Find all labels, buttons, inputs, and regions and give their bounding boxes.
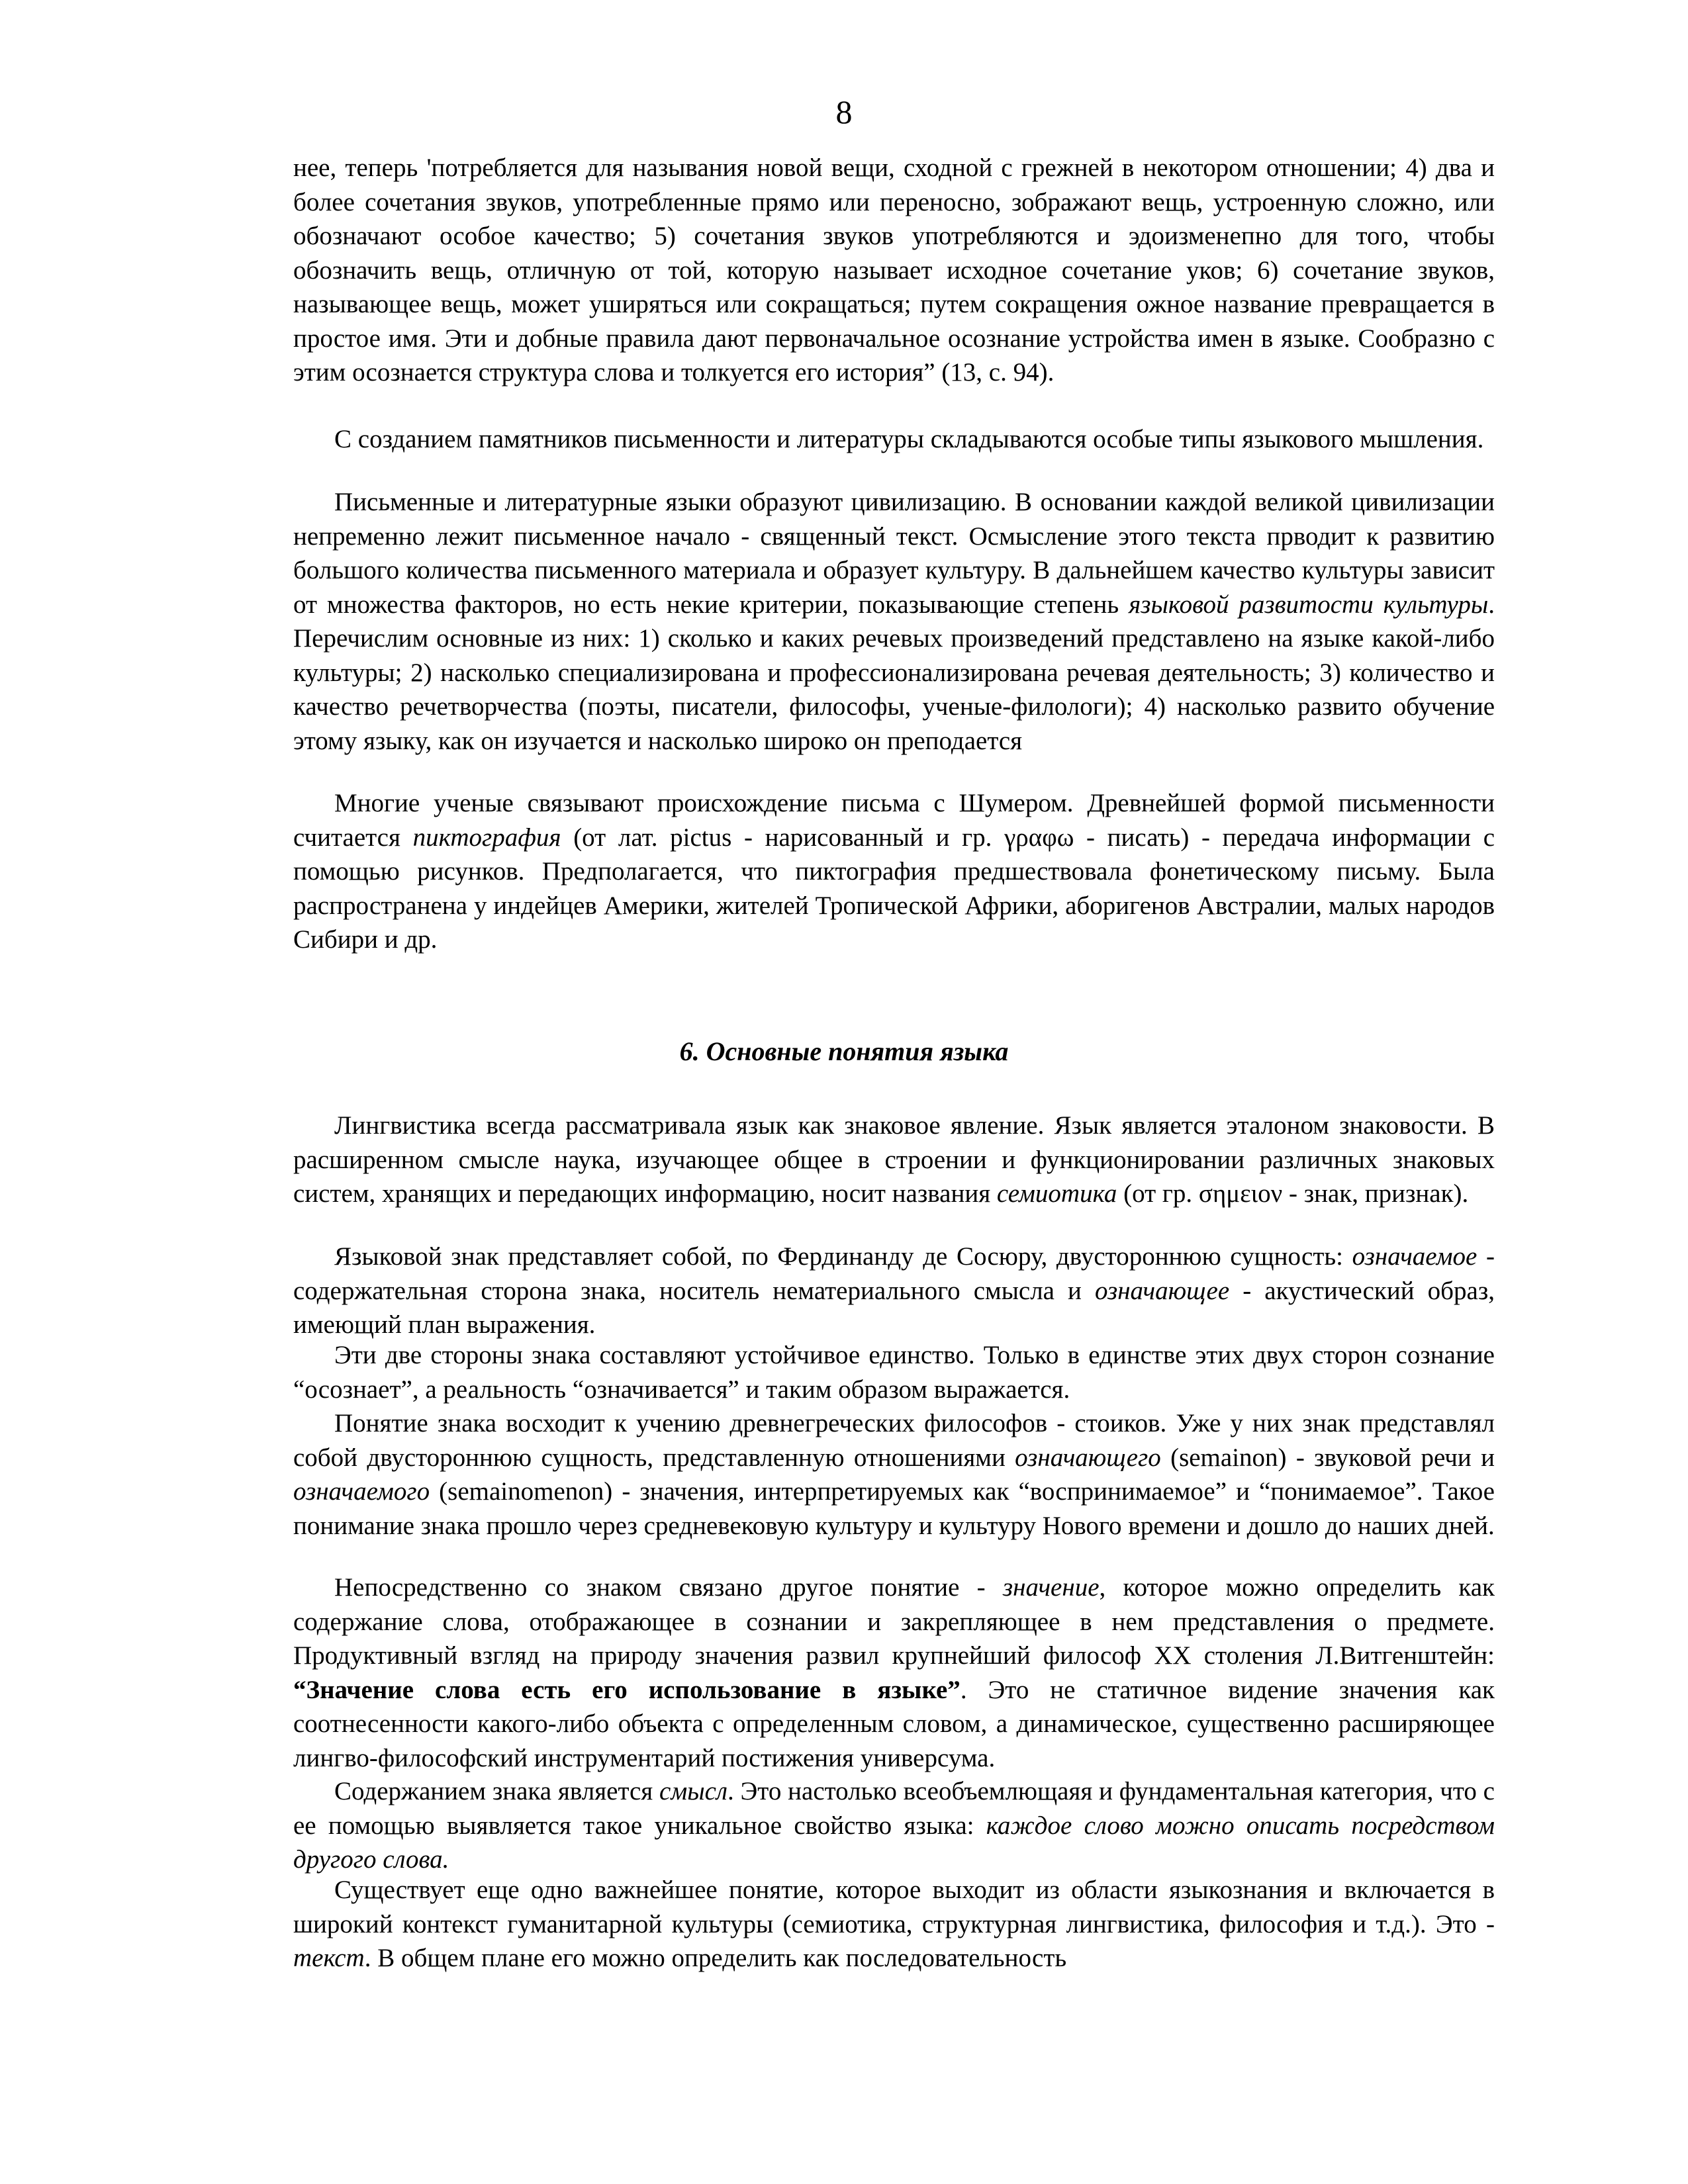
text: . Это не статичное видение значения как соотнесенности какого-либо объекта с определенным словом, а динамическое, существенно расширяющее лингво-философский инструментарий постижения универсума. [293, 1675, 1495, 1772]
italic-term: семиотика [996, 1179, 1117, 1208]
paragraph-sense [293, 1774, 1495, 1877]
paragraph-pictography [293, 786, 1495, 957]
paragraph-linguistics [293, 1109, 1495, 1211]
italic-term: смысл [659, 1777, 727, 1805]
text: (semainomenon) - значения, интерпретируемых как “воспринимаемое” и “понимаемое”. Такое понимание знака прошло через средневековую культуру и культуру Нового времени и дошло до наших дней. [293, 1477, 1495, 1540]
paragraph-written-monuments: С созданием памятников письменности и литературы складываются особые типы языкового мышления. [334, 425, 1484, 453]
italic-term: означающее [1095, 1276, 1230, 1305]
italic-term: языковой развитости культуры [1129, 590, 1489, 619]
text: , которое можно определить как содержание слова, отображающее в сознании и закрепляющее в нем представления о предмете. Продуктивный взгляд на природу значения развил крупнейший философ ХХ столения Л.Витгенштейн: [293, 1573, 1495, 1670]
text: (semainon) - звуковой речи и [1160, 1443, 1495, 1472]
text: Существует еще одно важнейшее понятие, которое выходит из области языкознания и включается в широкий контекст гуманитарной культуры (семиотика, структурная лингвистика, философия и т.д.). Это - [293, 1876, 1495, 1938]
text: . В общем плане его можно определить как последовательность [364, 1944, 1067, 1972]
paragraph-text [293, 1873, 1495, 1976]
italic-term: каждое слово можно описать посредством другого слова. [293, 1811, 1495, 1874]
paragraph-language-sign [293, 1240, 1495, 1342]
italic-term: означающего [1015, 1443, 1161, 1472]
text: (от лат. pictus - нарисованный и гр. γραφω - писать) - передача информации с помощью рисунков. Предполагается, что пиктография предшествовала фонетическому письму. Была распространена у индейцев Америки, жителей Тропической Африки, аборигенов Австралии, малых народов Сибири и др. [293, 823, 1495, 954]
text: Лингвистика всегда рассматривала язык как знаковое явление. Язык является эталоном знаковости. В расширенном смысле наука, изучающее общее в строении и функционировании различных знаковых систем, хранящих и передающих информацию, носит названия [293, 1111, 1495, 1208]
text: . Это настолько всеобъемлющаяя и фундаментальная категория, что с ее помощью выявляется такое уникальное свойство языка: [293, 1777, 1495, 1840]
section-heading: 6. Основные понятия языка [679, 1036, 1009, 1066]
page-number: 8 [835, 93, 853, 130]
text: Многие ученые связывают происхождение письма с Шумером. Древнейшей формой письменности считается [293, 789, 1495, 852]
text: - содержательная сторона знака, носитель нематериального смысла и [293, 1242, 1495, 1305]
paragraph-meaning [293, 1570, 1495, 1775]
italic-term: текст [293, 1944, 365, 1972]
text: . Перечислим основные из них: 1) сколько и каких речевых произведений представлено на языке какой-либо культуры; 2) насколько специализирована и профессионализирована речевая деятельность; 3) количество и качество речетворчества (поэты, писатели, философы, ученые-филологи); 4) насколько развито обучение этому языку, как он изучается и насколько широко он преподается [293, 590, 1495, 755]
text: Письменные и литературные языки образуют цивилизацию. В основании каждой великой цивилизации непременно лежит письменное начало - священный текст. Осмысление этого текста прводит к развитию большого количества письменного материала и образует культуру. В дальнейшем качество культуры зависит от множества факторов, но есть некие критерии, показывающие степень [293, 488, 1495, 619]
text: Непосредственно со знаком связано другое понятие - [334, 1573, 1003, 1602]
text: (от гр. σημειον - знак, признак). [1117, 1179, 1469, 1208]
text: - акустический образ, имеющий план выражения. [293, 1276, 1495, 1339]
paragraph-stoics [293, 1406, 1495, 1543]
italic-term: означаемого [293, 1477, 430, 1506]
italic-term: пиктография [412, 823, 561, 852]
bold-quote: “Значение слова есть его использование в языке” [293, 1675, 961, 1704]
paragraph-two-sides: Эти две стороны знака составляют устойчивое единство. Только в единстве этих двух сторон сознание “осознает”, а реальность “означивается” и таким образом выражается. [293, 1341, 1495, 1404]
italic-term: значение [1002, 1573, 1100, 1602]
italic-term: означаемое [1352, 1242, 1477, 1271]
paragraph-civilization [293, 485, 1495, 758]
paragraph-quote-end: нее, теперь 'потребляется для называния новой вещи, сходной с грежней в некотором отношении; 4) два и более сочетания звуков, употребленные прямо или переносно, зображают вещь, устроенную сложно, или обозначают особое качество; 5) сочетания звуков употребляются и эдоизменепно для того, чтобы обозначить вещь, отличную от той, которую называет исходное сочетание уков; 6) сочетание звуков, называющее вещь, может уширяться или сокращаться; путем сокращения ожное название превращается в простое имя. Эти и добные правила дают первоначальное осознание устройства имен в языке. Сообразно с этим осознается структура слова и толкуется его история” (13, с. 94). [293, 154, 1495, 387]
text: Понятие знака восходит к учению древнегреческих философов - стоиков. Уже у них знак представлял собой двустороннюю сущность, представленную отношениями [293, 1409, 1495, 1472]
text: Языковой знак представляет собой, по Фердинанду де Сосюру, двустороннюю сущность: [334, 1242, 1352, 1271]
text: Содержанием знака является [334, 1777, 660, 1805]
